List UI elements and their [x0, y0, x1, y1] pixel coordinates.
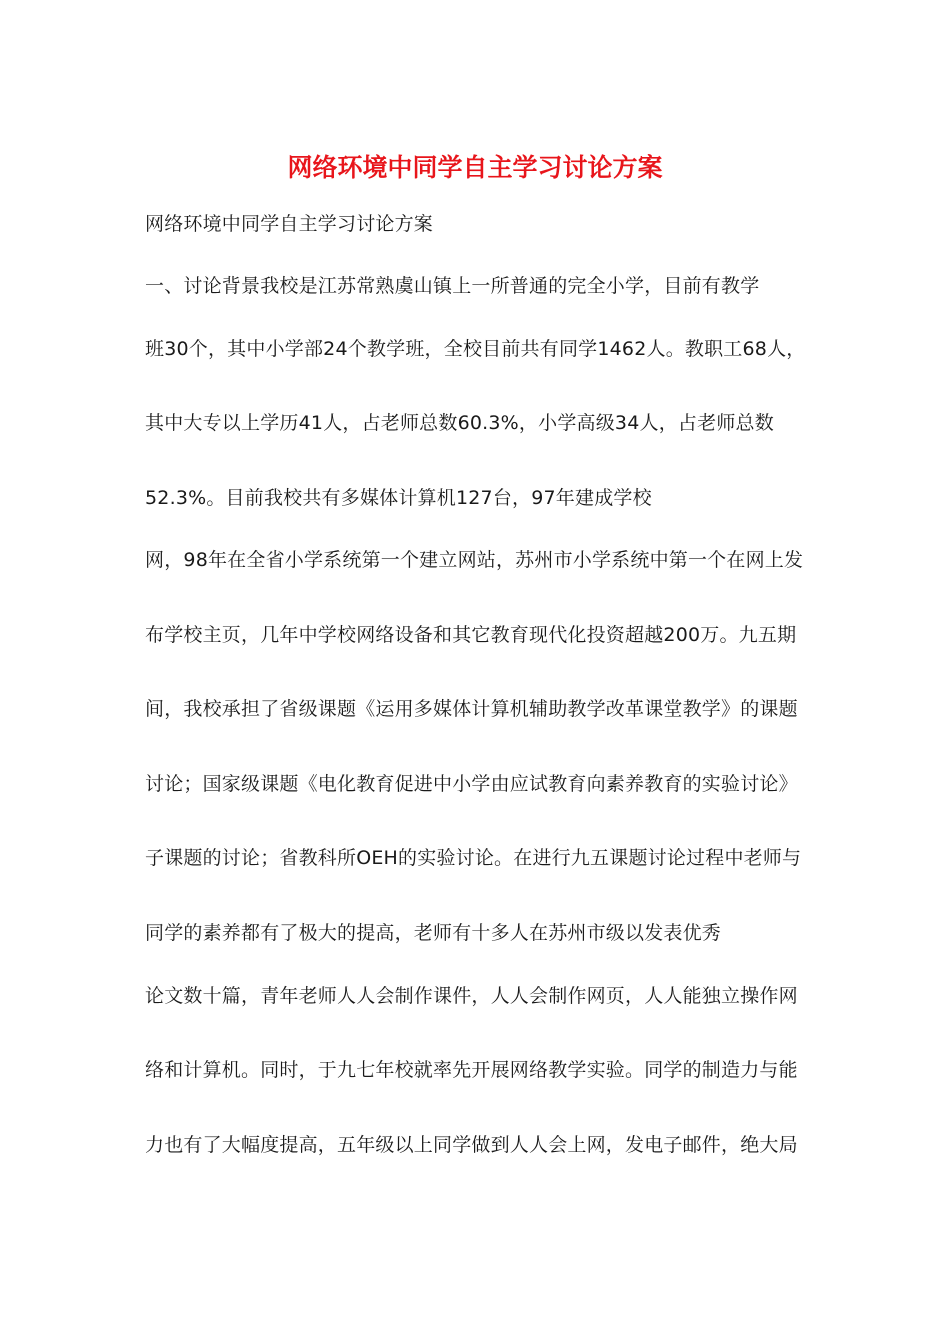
body-line: 一、讨论背景我校是江苏常熟虞山镇上一所普通的完全小学，目前有教学 — [145, 275, 760, 297]
body-line: 布学校主页，几年中学校网络设备和其它教育现代化投资超越200万。九五期 — [145, 624, 797, 646]
body-line: 论文数十篇，青年老师人人会制作课件，人人会制作网页，人人能独立操作网 — [145, 985, 798, 1007]
body-line: 子课题的讨论；省教科所OEH的实验讨论。在进行九五课题讨论过程中老师与 — [145, 847, 802, 869]
body-line: 同学的素养都有了极大的提高，老师有十多人在苏州市级以发表优秀 — [145, 922, 722, 944]
subtitle-line: 网络环境中同学自主学习讨论方案 — [145, 213, 434, 235]
body-line: 间，我校承担了省级课题《运用多媒体计算机辅助教学改革课堂教学》的课题 — [145, 698, 798, 720]
body-line: 52.3%。目前我校共有多媒体计算机127台，97年建成学校 — [145, 487, 652, 509]
body-line: 络和计算机。同时，于九七年校就率先开展网络教学实验。同学的制造力与能 — [145, 1059, 798, 1081]
body-line: 讨论；国家级课题《电化教育促进中小学由应试教育向素养教育的实验讨论》 — [145, 773, 798, 795]
body-line: 力也有了大幅度提高，五年级以上同学做到人人会上网，发电子邮件，绝大局 — [145, 1134, 798, 1156]
body-line: 网，98年在全省小学系统第一个建立网站，苏州市小学系统中第一个在网上发 — [145, 549, 804, 571]
body-line: 其中大专以上学历41人，占老师总数60.3%，小学高级34人，占老师总数 — [145, 412, 774, 434]
body-line: 班30个，其中小学部24个教学班，全校目前共有同学1462人。教职工68人， — [145, 338, 806, 360]
document-title: 网络环境中同学自主学习讨论方案 — [287, 153, 663, 182]
